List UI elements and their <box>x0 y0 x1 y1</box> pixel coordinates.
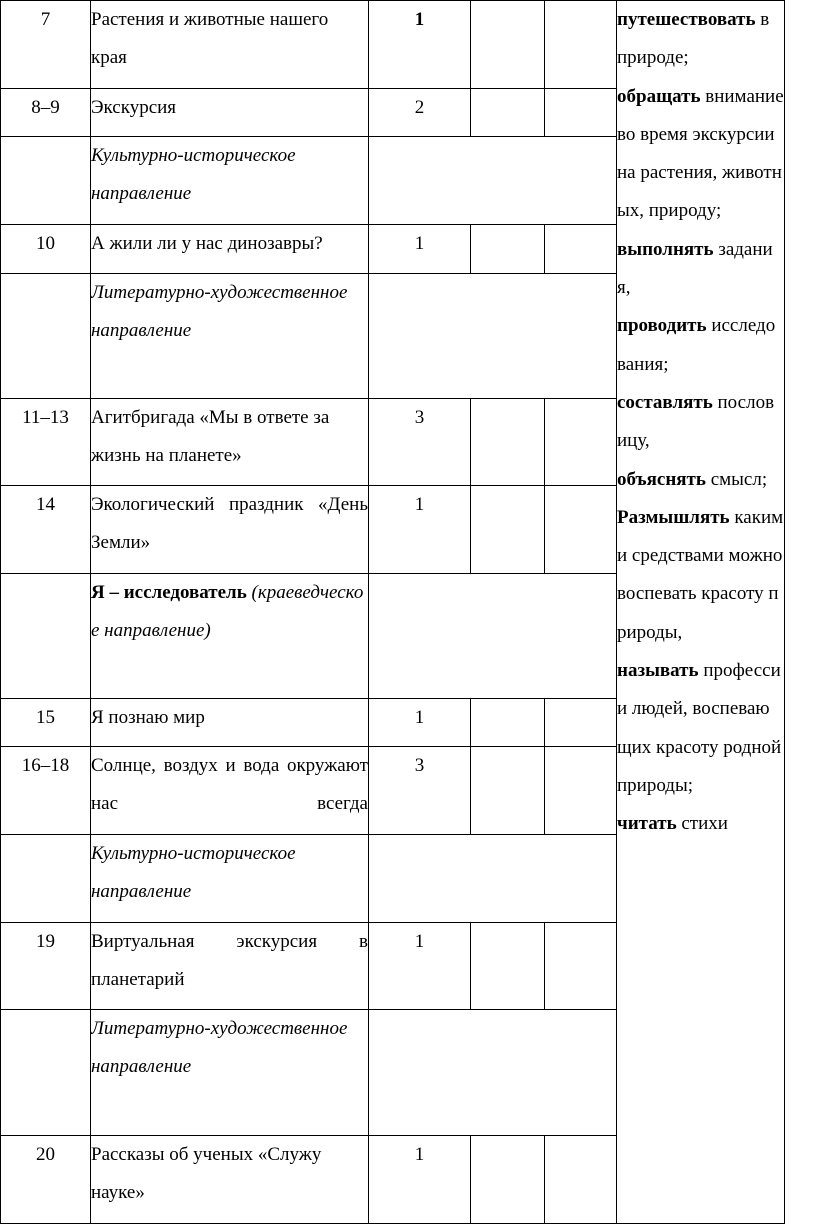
activity-item <box>617 652 784 805</box>
empty-cell <box>545 486 617 574</box>
empty-cell <box>1 274 91 399</box>
activity-text: пословицу, <box>617 391 775 452</box>
activity-text: внимание во время экскурсии на растения, животных, природу; <box>617 85 784 222</box>
empty-cell <box>545 923 617 1010</box>
row-number: 19 <box>1 923 91 1010</box>
empty-cell <box>369 1010 617 1136</box>
empty-cell <box>369 835 617 923</box>
empty-cell <box>471 1136 545 1224</box>
empty-cell <box>471 923 545 1010</box>
empty-cell <box>471 699 545 747</box>
hours-cell: 1 <box>369 923 471 1010</box>
activity-item <box>617 307 784 384</box>
empty-cell <box>1 835 91 923</box>
activity-text: смысл; <box>705 468 768 490</box>
activity-verb: выполнять <box>617 238 714 260</box>
section-title: Культурно-историческое направление <box>91 137 369 225</box>
activities-cell <box>617 1 785 1224</box>
empty-cell <box>545 225 617 274</box>
topic-cell: Экскурсия <box>91 89 369 137</box>
row-number: 20 <box>1 1136 91 1224</box>
section-title <box>91 574 369 699</box>
hours-cell: 2 <box>369 89 471 137</box>
hours-cell: 1 <box>369 225 471 274</box>
empty-cell <box>471 1 545 89</box>
row-number: 8–9 <box>1 89 91 137</box>
hours-cell: 1 <box>369 486 471 574</box>
activity-text: в природе; <box>617 9 770 69</box>
topic-cell: Виртуальная экскурсия в планетарий <box>91 923 369 1010</box>
empty-cell <box>545 1 617 89</box>
row-number: 10 <box>1 225 91 274</box>
activity-text: стихи <box>676 813 728 835</box>
activity-verb: проводить <box>617 315 707 337</box>
activity-item <box>617 231 784 308</box>
topic-cell: Экологический праздник «День Земли» <box>91 486 369 574</box>
activity-verb: Размышлять <box>617 506 730 528</box>
hours-cell: 3 <box>369 747 471 835</box>
row-number: 14 <box>1 486 91 574</box>
row-number: 11–13 <box>1 399 91 486</box>
section-title: Культурно-историческое направление <box>91 835 369 923</box>
empty-cell <box>545 1136 617 1224</box>
empty-cell <box>471 89 545 137</box>
hours-cell: 1 <box>369 1136 471 1224</box>
activity-text: исследования; <box>617 315 776 375</box>
topic-cell: Агитбригада «Мы в ответе за жизнь на планете» <box>91 399 369 486</box>
topic-cell: Я познаю мир <box>91 699 369 747</box>
activity-item <box>617 461 784 499</box>
topic-cell: Солнце, воздух и вода окружают нас всегда <box>91 747 369 835</box>
empty-cell <box>545 89 617 137</box>
table-row <box>1 1 785 89</box>
activity-verb: путешествовать <box>617 9 756 30</box>
section-title: Литературно-художественное направление <box>91 274 369 399</box>
hours-cell: 3 <box>369 399 471 486</box>
activity-verb: объяснять <box>617 468 706 490</box>
row-number: 16–18 <box>1 747 91 835</box>
activity-verb: читать <box>617 813 677 835</box>
hours-cell: 1 <box>369 1 471 89</box>
empty-cell <box>545 747 617 835</box>
section-title: Литературно-художественное направление <box>91 1010 369 1136</box>
activity-verb: составлять <box>617 391 713 413</box>
empty-cell <box>545 699 617 747</box>
empty-cell <box>1 137 91 225</box>
hours-cell: 1 <box>369 699 471 747</box>
topic-cell: Рассказы об ученых «Служу науке» <box>91 1136 369 1224</box>
empty-cell <box>545 399 617 486</box>
empty-cell <box>1 574 91 699</box>
empty-cell <box>471 399 545 486</box>
empty-cell <box>471 747 545 835</box>
activity-item <box>617 384 784 461</box>
empty-cell <box>369 137 617 225</box>
activities-list <box>617 1 784 844</box>
activity-text: какими средствами можно воспевать красоту природы, <box>617 506 784 643</box>
empty-cell <box>369 574 617 699</box>
topic-cell: А жили ли у нас динозавры? <box>91 225 369 274</box>
activity-verb: называть <box>617 660 699 682</box>
activity-item <box>617 499 784 652</box>
empty-cell <box>471 486 545 574</box>
activity-item <box>617 78 784 231</box>
activity-text: профессии людей, воспевающих красоту родной природы; <box>617 660 782 796</box>
empty-cell <box>471 225 545 274</box>
topic-cell: Растения и животные нашего края <box>91 1 369 89</box>
activity-text: задания, <box>617 238 773 299</box>
empty-cell <box>369 274 617 399</box>
section-title-bold: Я – исследователь <box>91 582 247 603</box>
activity-verb: обращать <box>617 85 701 107</box>
activity-item <box>617 805 784 843</box>
row-number: 15 <box>1 699 91 747</box>
section-title-italic: (краеведческое направление) <box>91 582 364 641</box>
activity-item <box>617 1 784 78</box>
empty-cell <box>1 1010 91 1136</box>
row-number: 7 <box>1 1 91 89</box>
